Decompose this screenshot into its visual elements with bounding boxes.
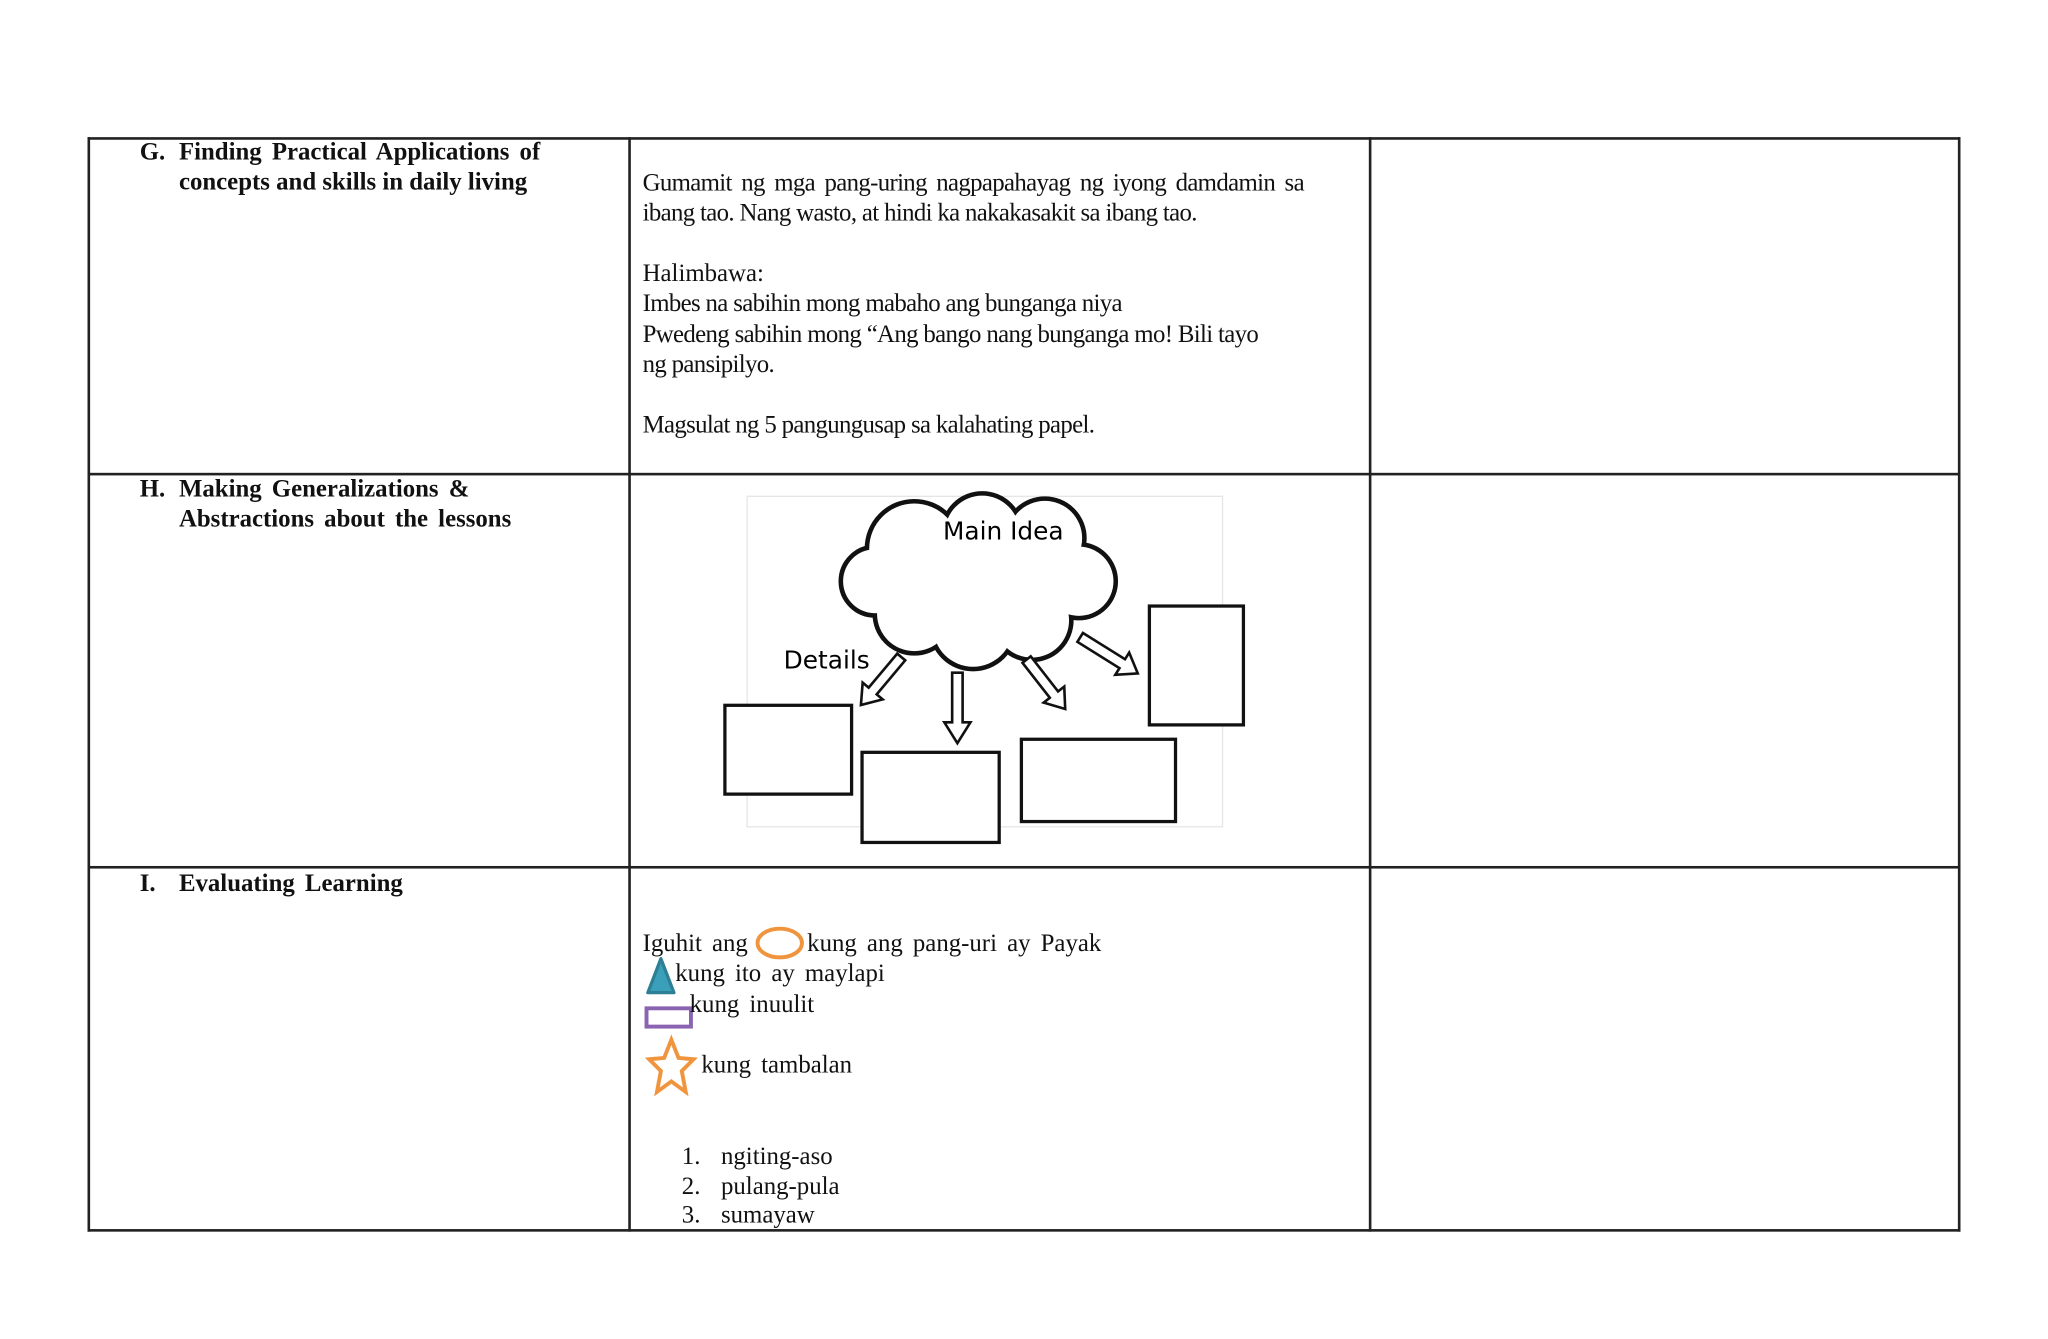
instruction-intro: Iguhit ang [642,929,748,958]
list-item: sumayaw [720,1201,815,1230]
list-item-number: 3. [681,1201,701,1230]
paragraph-line: Gumamit ng mga pang-uring nagpapahayag ng iyong damdamin sa [642,169,1304,198]
section-heading-g: Finding Practical Applications of [178,138,541,166]
paragraph-line: Imbes na sabihin mong mabaho ang bunganga niya [642,289,1122,318]
detail-box [1021,739,1175,821]
arrow-icon [1073,626,1144,684]
detail-box [1149,606,1243,725]
paragraph-line: Halimbawa: [642,259,764,288]
arrow-icon [1016,652,1075,717]
details-label: Details [783,645,870,675]
list-item-number: 1. [681,1142,701,1171]
paragraph-line: Pwedeng sabihin mong “Ang bango nang bunganga mo! Bili tayo [642,321,1259,349]
paragraph-line: ng pansipilyo. [642,351,775,379]
instruction-circle: kung ang pang-uri ay Payak [807,929,1102,958]
paragraph-line: ibang tao. Nang wasto, at hindi ka nakakasakit sa ibang tao. [642,199,1197,228]
instruction-star: kung tambalan [701,1051,853,1079]
triangle-shape-icon [648,959,674,993]
instruction-triangle: kung ito ay maylapi [675,959,885,988]
section-letter-i: I. [139,869,156,898]
section-heading-h: Abstractions about the lessons [178,505,512,533]
section-letter-g: G. [139,138,166,166]
detail-box [862,752,999,842]
list-item: ngiting-aso [720,1142,833,1171]
rectangle-shape-icon [647,1008,691,1026]
arrow-icon [944,673,970,744]
section-heading-g: concepts and skills in daily living [178,168,528,196]
paragraph-line: Magsulat ng 5 pangungusap sa kalahating papel. [642,411,1095,439]
section-heading-i: Evaluating Learning [178,869,403,898]
instruction-rectangle: kung inuulit [689,991,815,1019]
main-idea-label: Main Idea [943,516,1064,546]
section-letter-h: H. [139,475,166,503]
star-shape-icon [649,1040,693,1092]
list-item-number: 2. [681,1172,701,1201]
list-item: pulang-pula [720,1172,840,1201]
circle-shape-icon [758,929,802,958]
detail-box [725,705,852,794]
section-heading-h: Making Generalizations & [178,475,470,503]
